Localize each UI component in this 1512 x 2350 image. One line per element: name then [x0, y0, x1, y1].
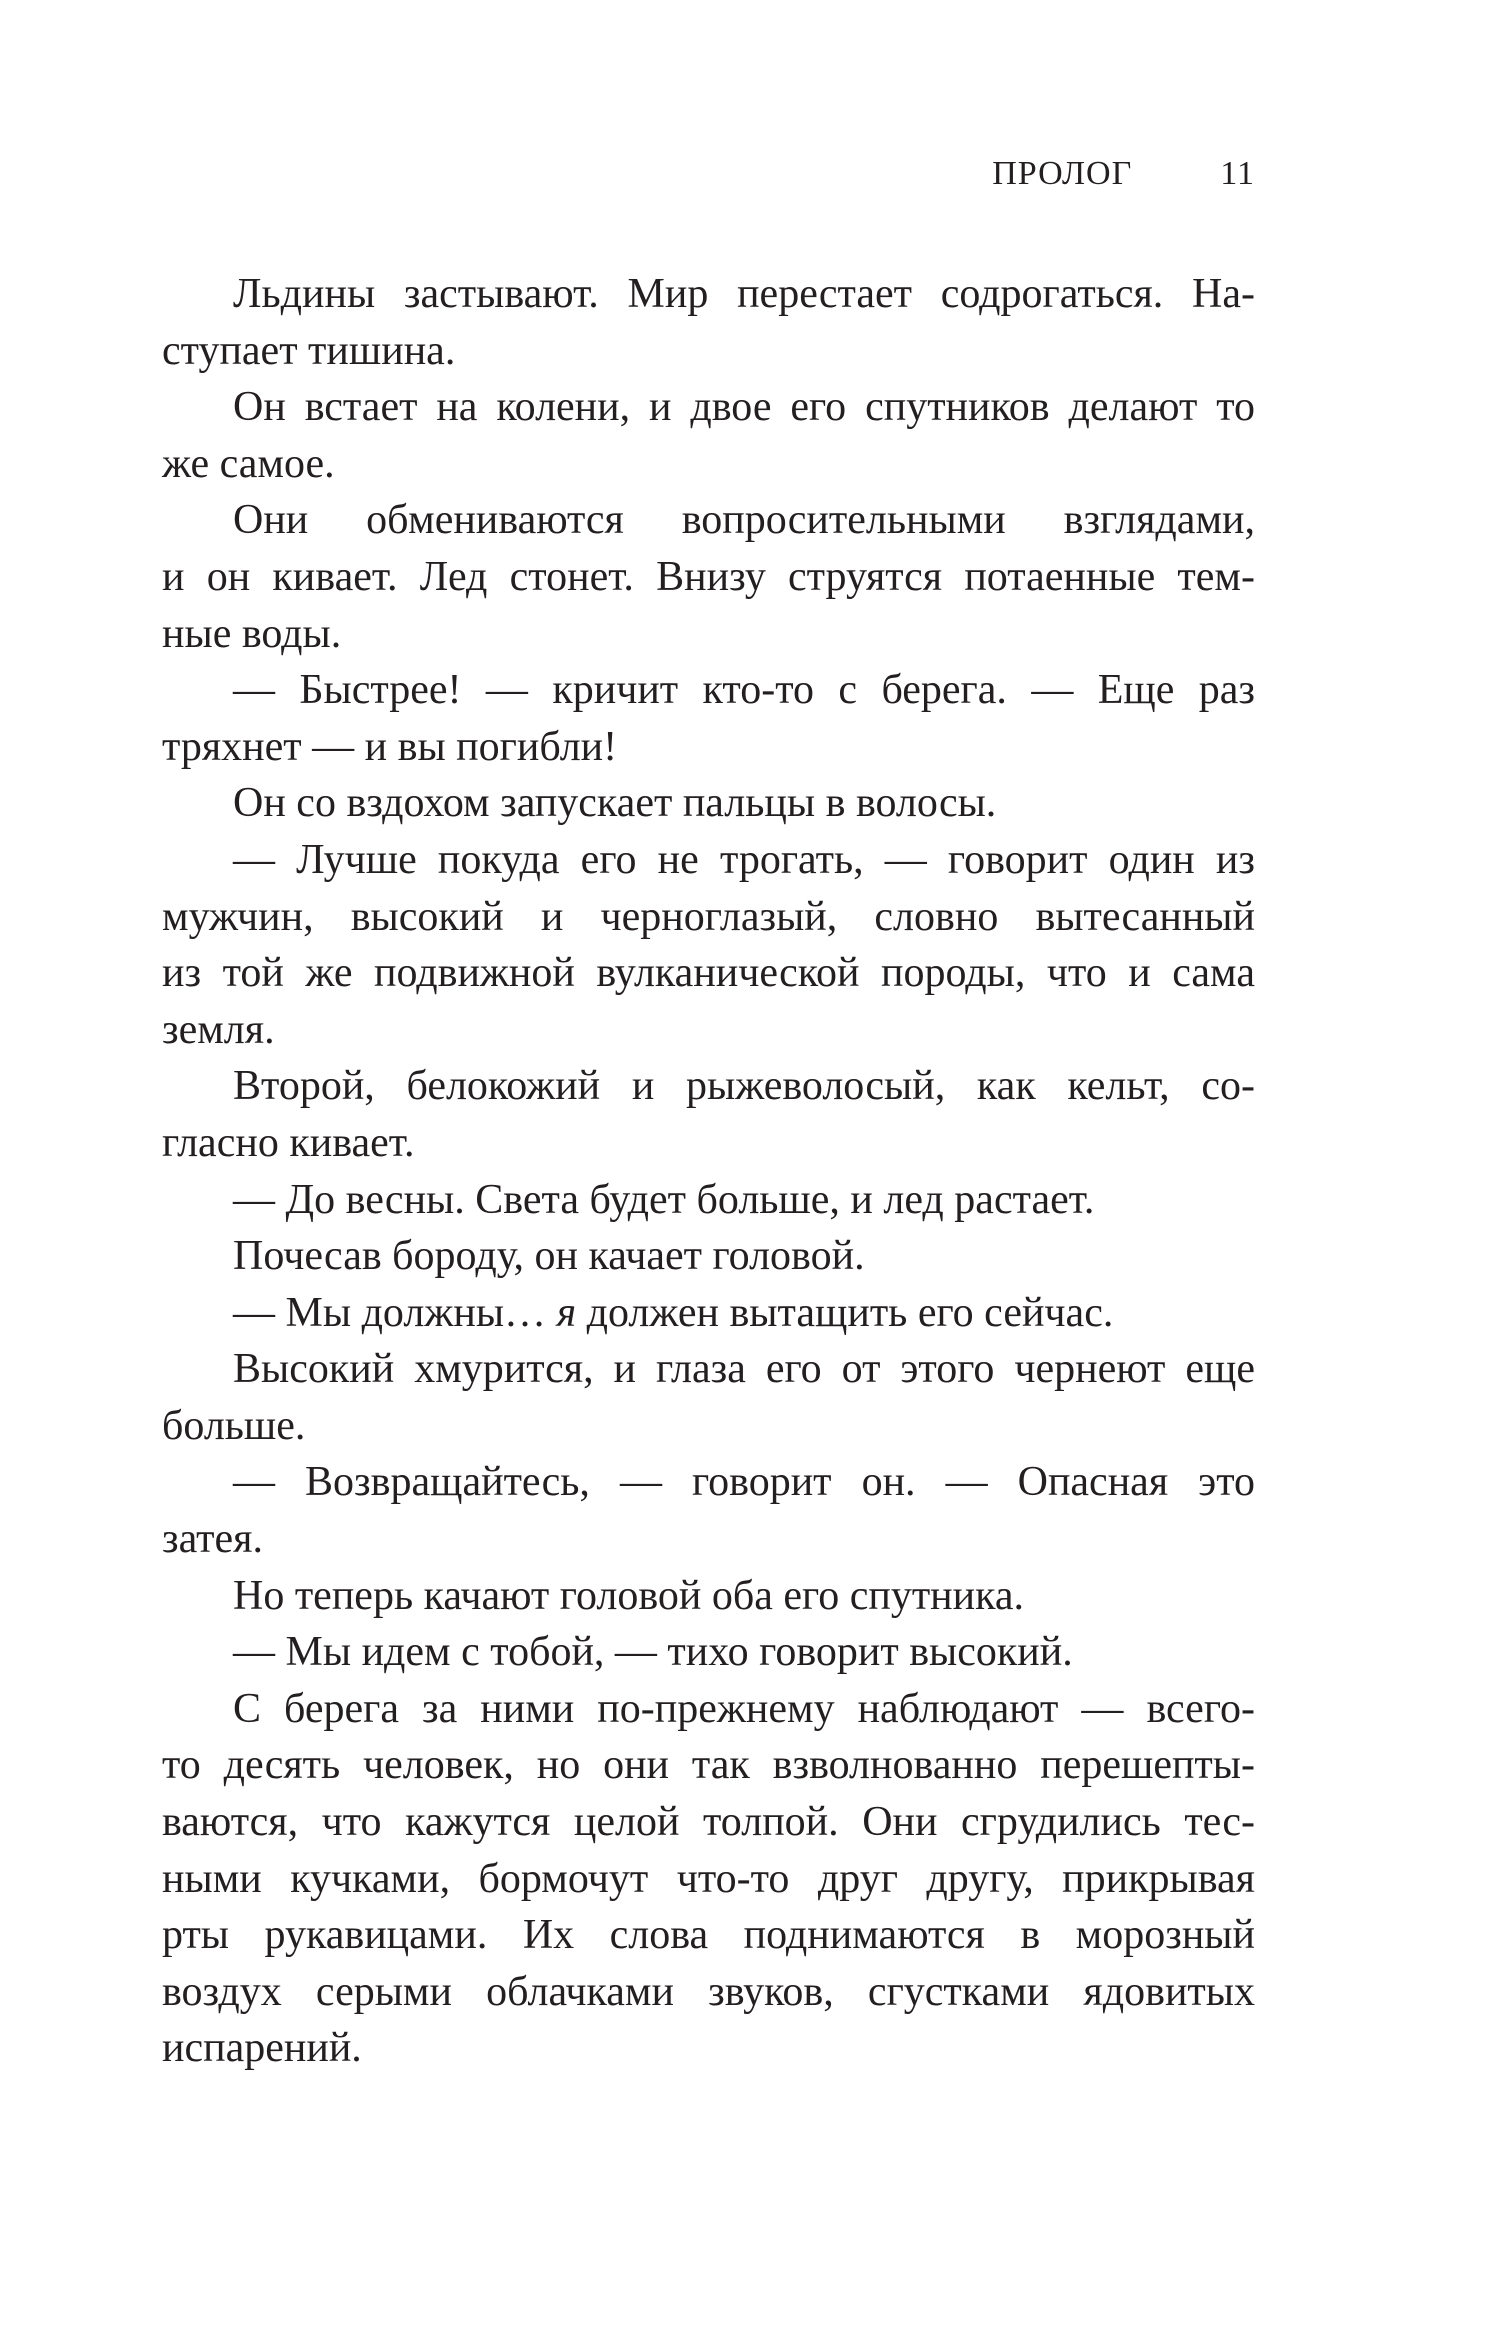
text-line: воздух серыми облачками звуков, сгустками ядовитых — [162, 1968, 1255, 2015]
body-text — [162, 266, 1255, 2077]
text-line: — Возвращайтесь, — говорит он. — Опасная это — [233, 1459, 1255, 1506]
text-line: ступает тишина. — [162, 327, 456, 374]
text-line: Он со вздохом запускает пальцы в волосы. — [233, 780, 997, 827]
text-line: гласно кивает. — [162, 1119, 415, 1166]
text-line: испарений. — [162, 2025, 362, 2072]
text-line: ные воды. — [162, 610, 342, 657]
text-segment: — Мы должны… — [233, 1289, 557, 1336]
text-line: — Лучше покуда его не трогать, — говорит один из — [233, 836, 1255, 883]
text-line: тряхнет — и вы погибли! — [162, 723, 618, 770]
text-line: Льдины застывают. Мир перестает содрогаться. На- — [233, 271, 1255, 317]
text-line: то десять человек, но они так взволнованно перешепты- — [162, 1742, 1255, 1789]
text-line — [162, 1285, 1255, 1342]
text-line: мужчин, высокий и черноглазый, словно вытесанный — [162, 893, 1255, 940]
text-line: Почесав бороду, он качает головой. — [233, 1233, 865, 1280]
text-line: же самое. — [162, 440, 335, 487]
text-line: больше. — [162, 1402, 306, 1449]
text-line: — Мы идем с тобой, — тихо говорит высокий. — [233, 1629, 1073, 1676]
text-line: Высокий хмурится, и глаза его от этого чернеют еще — [233, 1346, 1255, 1393]
text-line: ными кучками, бормочут что-то друг другу, прикрывая — [162, 1855, 1255, 1902]
page-number: 11 — [1220, 155, 1255, 192]
section-title: ПРОЛОГ — [992, 155, 1133, 192]
text-line: Второй, белокожий и рыжеволосый, как кельт, со- — [233, 1063, 1255, 1110]
text-line: Они обмениваются вопросительными взглядами, — [233, 497, 1255, 544]
text-line: из той же подвижной вулканической породы, что и сама — [162, 950, 1255, 997]
italic-segment: я — [556, 1289, 577, 1336]
text-segment: должен вытащить его сейчас. — [576, 1289, 1114, 1336]
text-line: — До весны. Света будет больше, и лед растает. — [233, 1176, 1095, 1223]
text-line: и он кивает. Лед стонет. Внизу струятся потаенные тем- — [162, 553, 1255, 600]
text-line: земля. — [162, 1006, 275, 1053]
text-line: затея. — [162, 1516, 263, 1563]
running-head — [992, 155, 1255, 193]
text-line: ваются, что кажутся целой толпой. Они сгрудились тес- — [162, 1799, 1255, 1846]
text-line: — Быстрее! — кричит кто-то с берега. — Еще раз — [233, 667, 1255, 714]
text-line: Он встает на колени, и двое его спутников делают то — [233, 384, 1255, 431]
text-line: Но теперь качают головой оба его спутника. — [233, 1572, 1025, 1619]
text-line: С берега за ними по-прежнему наблюдают — всего- — [233, 1685, 1255, 1732]
text-line: рты рукавицами. Их слова поднимаются в морозный — [162, 1912, 1255, 1959]
